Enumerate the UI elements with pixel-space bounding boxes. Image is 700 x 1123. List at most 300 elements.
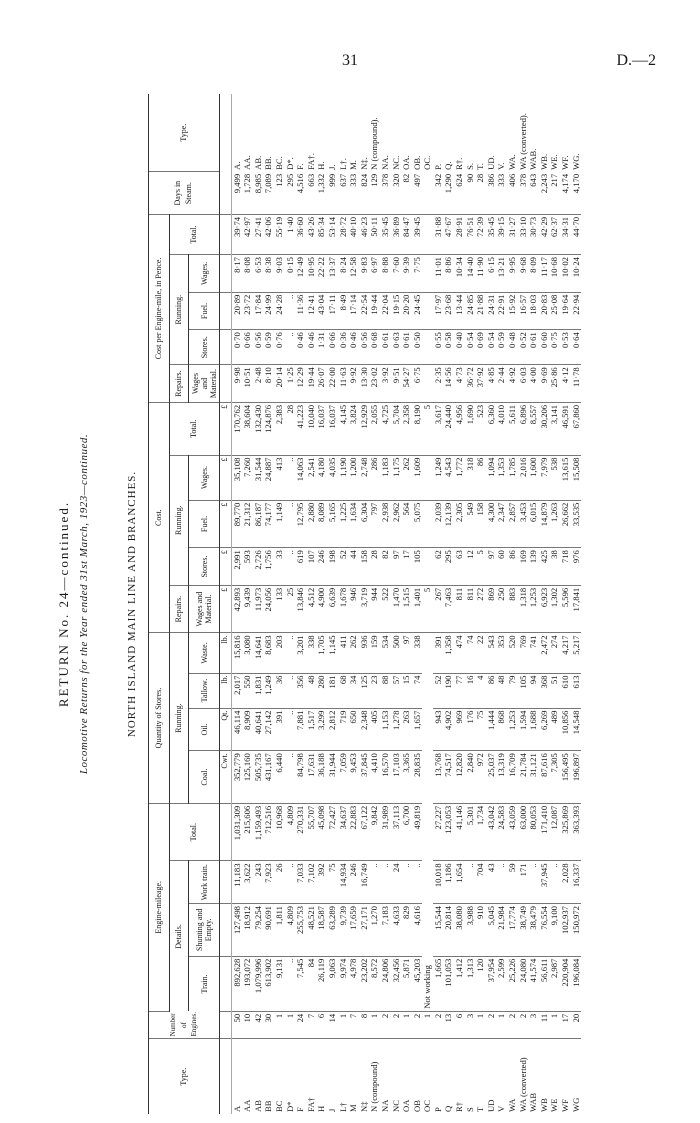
cell-total: 31,989 (380, 803, 391, 861)
cell-shunt: 5,045 (486, 904, 497, 957)
cell-n: 50 (231, 1011, 242, 1039)
cell-tallow: 280 (316, 673, 327, 708)
cell-p_wag: 22·22 (316, 255, 327, 293)
cell-days: 333 (496, 172, 507, 215)
cell-shunt: 9,100 (549, 904, 560, 957)
cell-p_tot: 1·40 (285, 214, 296, 254)
cell-empty (422, 330, 433, 365)
cell-waste: 391 (433, 633, 444, 673)
col-pm-repairs: Repairs. (170, 365, 189, 403)
cell-rep: 811 (465, 585, 476, 633)
cell-work: 243 (253, 861, 264, 904)
cell-empty (422, 548, 433, 586)
cell-coal: .. (285, 751, 296, 804)
cell-ctotal: 5,611 (507, 402, 518, 455)
cell-fuel: 86,187 (253, 500, 264, 548)
cell-p_rep: 1·25 (285, 365, 296, 403)
cell-fuel: .. (285, 500, 296, 548)
cell-oil: 75 (475, 708, 486, 751)
cell-coal: 17,631 (306, 751, 317, 804)
cell-waste: 15,816 (231, 633, 242, 673)
col-stores: Stores. (189, 548, 220, 586)
cell-train: 9,131 (274, 956, 285, 1011)
cell-type2: M. (348, 160, 359, 170)
cell-coal: 37,845 (359, 751, 370, 804)
cell-p_sto: 0·36 (338, 330, 349, 365)
cell-shunt: 4,633 (391, 904, 402, 957)
cell-coal: 352,779 (231, 751, 242, 804)
cell-train: 56,611 (539, 956, 550, 1011)
return-title: RETURN No. 24—continued. (56, 500, 71, 708)
cell-p_wag: 6·15 (486, 255, 497, 293)
cell-stores: 12 (465, 548, 476, 586)
cell-tallow: 51 (549, 673, 560, 708)
cell-train: 45,203 (412, 956, 423, 1011)
cell-n: 2 (380, 1011, 391, 1039)
cell-wages: 15,508 (571, 455, 582, 500)
cell-fuel: 6,015 (528, 500, 539, 548)
cell-rep: 6,639 (327, 585, 338, 633)
cell-wages: 1,772 (454, 455, 465, 500)
cell-n: 30 (263, 1011, 274, 1039)
cell-days: 386 (486, 172, 497, 215)
cell-p_wag: 14·40 (465, 255, 476, 293)
cell-fuel: 564 (401, 500, 412, 548)
cell-days: 129 (369, 172, 380, 215)
table-body (220, 94, 582, 1114)
cell-note: Not working (422, 633, 433, 1011)
cell-shunt: 1,270 (369, 904, 380, 957)
cell-tallow: 610 (560, 673, 571, 708)
cell-empty (422, 365, 433, 403)
col-pm-stores: Stores. (189, 330, 220, 365)
cell-p_rep: 4·92 (507, 365, 518, 403)
cell-tallow: 190 (443, 673, 454, 708)
cell-p_fuel: 22·94 (571, 292, 582, 330)
col-work-train: Work train. (189, 861, 220, 904)
table-row (465, 94, 476, 1114)
col-details: Details. (170, 861, 189, 1011)
cell-type: NA (379, 1099, 390, 1112)
cell-fuel: 12,139 (443, 500, 454, 548)
cell-shunt: 18,587 (316, 904, 327, 957)
unit-coal: Cwt. (220, 751, 232, 804)
cell-fuel: 21,312 (242, 500, 253, 548)
cell-p_fuel: 18·03 (528, 292, 539, 330)
cell-days: 342 (433, 172, 444, 215)
cell-p_wag: 10·24 (571, 255, 582, 293)
cell-wages: 4,035 (327, 455, 338, 500)
cell-waste: .. (285, 633, 296, 673)
cell-coal: 36,188 (316, 751, 327, 804)
cell-oil: 27,142 (263, 708, 274, 751)
cell-p_wag: 10·34 (454, 255, 465, 293)
cell-rep: 7,463 (443, 585, 454, 633)
cell-waste: 159 (369, 633, 380, 673)
table-row (380, 94, 391, 1114)
cell-p_sto: 0·63 (391, 330, 402, 365)
cell-waste: 8,683 (263, 633, 274, 673)
table-row (412, 94, 423, 1114)
cell-total: 55,707 (306, 803, 317, 861)
cell-waste: 97 (401, 633, 412, 673)
cell-wages: 413 (274, 455, 285, 500)
cell-days: 295 (285, 172, 296, 215)
cell-empty (422, 455, 433, 500)
cell-fuel: 8,089 (316, 500, 327, 548)
cell-type2: P. (432, 163, 443, 170)
unit-money: £ (220, 500, 232, 548)
cell-waste: 520 (507, 633, 518, 673)
cell-fuel: 158 (475, 500, 486, 548)
cell-fuel: 33,535 (571, 500, 582, 548)
table-row (496, 94, 507, 1114)
cell-coal: 6,440 (274, 751, 285, 804)
cell-p_wag: 11·17 (539, 255, 550, 293)
cell-total: 72,427 (327, 803, 338, 861)
cell-p_sto: 0·61 (401, 330, 412, 365)
cell-n: 1 (401, 1011, 412, 1039)
cell-days: 643 (528, 172, 539, 215)
cell-waste: 5,217 (571, 633, 582, 673)
cell-ctotal: 30,206 (539, 402, 550, 455)
cell-type: WB (538, 1098, 549, 1112)
cell-shunt: 4,809 (285, 904, 296, 957)
cell-n: 2 (412, 1011, 423, 1039)
cell-p_sto: 0·68 (369, 330, 380, 365)
cell-p_sto: 0·53 (560, 330, 571, 365)
cell-type: AA (242, 1099, 253, 1112)
cell-tallow: 15 (401, 673, 412, 708)
cell-train: 24,806 (380, 956, 391, 1011)
cell-type2: OC. (422, 155, 433, 170)
cell-type2: S. (464, 162, 475, 170)
cell-type2: AA. (242, 155, 253, 170)
cell-p_rep: 8·10 (263, 365, 274, 403)
cell-waste: 14,641 (253, 633, 264, 673)
cell-days: 90 (465, 172, 476, 215)
cell-p_fuel: 12·41 (306, 292, 317, 330)
cell-waste: 3,080 (242, 633, 253, 673)
cell-rep: 272 (475, 585, 486, 633)
cell-total: 24,583 (496, 803, 507, 861)
cell-oil: 650 (348, 708, 359, 751)
cell-stores: 1,756 (263, 548, 274, 586)
cell-stores: 63 (454, 548, 465, 586)
cell-rep: 25 (285, 585, 296, 633)
unit-oil: Qt. (220, 708, 232, 751)
cell-rep: 1,678 (338, 585, 349, 633)
cell-stores: 158 (359, 548, 370, 586)
cell-oil: 391 (274, 708, 285, 751)
cell-p_sto: 0·61 (528, 330, 539, 365)
cell-waste: 411 (338, 633, 349, 673)
cell-n: 1 (475, 1011, 486, 1039)
cell-type2: Q. (443, 161, 454, 170)
cell-coal: 74,517 (443, 751, 454, 804)
cell-shunt: 38,479 (528, 904, 539, 957)
table-row (327, 94, 338, 1114)
cell-train: 193,072 (242, 956, 253, 1011)
cell-fuel: 26,662 (560, 500, 571, 548)
cell-p_tot: 62·37 (549, 214, 560, 254)
cell-waste: 203 (274, 633, 285, 673)
cell-type2: BB. (263, 156, 274, 170)
cell-coal: 31,121 (528, 751, 539, 804)
cell-coal: 16,709 (507, 751, 518, 804)
cell-shunt: 4,616 (412, 904, 423, 957)
cell-type: BB (263, 1100, 274, 1112)
cell-ctotal: 6,896 (518, 402, 529, 455)
cell-n: 1 (496, 1011, 507, 1039)
cell-ctotal: 10,040 (306, 402, 317, 455)
cell-rep: 522 (380, 585, 391, 633)
return-subtitle: Locomotive Returns for the Year ended 31st March, 1923—continued. (78, 433, 90, 775)
cell-oil: 1,153 (380, 708, 391, 751)
cell-ctotal: 6,360 (486, 402, 497, 455)
cell-wages: 35,108 (231, 455, 242, 500)
cell-shunt: 1,811 (274, 904, 285, 957)
cell-n: 6 (454, 1011, 465, 1039)
cell-type: N‡ (358, 1101, 369, 1112)
cell-p_rep: 4·12 (560, 365, 571, 403)
cell-work: 16,749 (359, 861, 370, 904)
table-row (475, 94, 486, 1114)
cell-shunt: 7,183 (380, 904, 391, 957)
cell-tallow: 86 (486, 673, 497, 708)
cell-tallow: 23 (369, 673, 380, 708)
cell-p_fuel: 23·68 (443, 292, 454, 330)
cell-rep: 17,841 (571, 585, 582, 633)
table-row (295, 94, 306, 1114)
cell-type: H (316, 1105, 327, 1112)
cell-fuel: 1,225 (338, 500, 349, 548)
cell-fuel: 2,305 (454, 500, 465, 548)
cell-type2: UD. (485, 155, 496, 170)
cell-p_rep: 14·56 (443, 365, 454, 403)
cell-p_tot: 42·06 (263, 214, 274, 254)
cell-p_rep: 4·85 (486, 365, 497, 403)
cell-p_sto: 0·59 (496, 330, 507, 365)
cell-work: 43 (486, 861, 497, 904)
cell-p_fuel: 21·88 (475, 292, 486, 330)
cell-train: 1,313 (465, 956, 476, 1011)
cell-oil: 3,299 (316, 708, 327, 751)
cell-rep: 811 (454, 585, 465, 633)
cell-tallow: 125 (359, 673, 370, 708)
locomotive-returns-table (148, 94, 581, 1114)
cell-p_fuel: 17·14 (348, 292, 359, 330)
cell-type2: NC. (390, 155, 401, 170)
cell-rep: 250 (496, 585, 507, 633)
cell-stores: 425 (539, 548, 550, 586)
cell-n: 1 (338, 1011, 349, 1039)
cell-type2: BC. (273, 156, 284, 170)
cell-type2: WG. (570, 153, 581, 170)
cell-p_rep: 54·27 (401, 365, 412, 403)
cell-work: .. (549, 861, 560, 904)
cell-train: 1,665 (433, 956, 444, 1011)
cell-p_rep: 13·30 (359, 365, 370, 403)
cell-shunt: 127,498 (231, 904, 242, 957)
cell-total: 1,159,493 (253, 803, 264, 861)
cell-type: OC (422, 1100, 433, 1112)
cell-stores: 97 (391, 548, 402, 586)
cell-n: 13 (443, 1011, 454, 1039)
cell-shunt: 27,171 (359, 904, 370, 957)
cell-train: 41,574 (528, 956, 539, 1011)
cell-wages: 7,260 (242, 455, 253, 500)
cell-type: A (231, 1105, 242, 1112)
cell-p_sto: 0·50 (412, 330, 423, 365)
cell-ctotal: 523 (475, 402, 486, 455)
cell-ctotal: 5 (422, 402, 433, 455)
cell-fuel: 549 (465, 500, 476, 548)
table-row (422, 94, 433, 1114)
table-row (316, 94, 327, 1114)
cell-type: WE (549, 1098, 560, 1112)
cell-stores: 246 (316, 548, 327, 586)
cell-work: 1,186 (443, 861, 454, 904)
cell-fuel: 1,634 (348, 500, 359, 548)
cell-coal: 25,037 (486, 751, 497, 804)
cell-p_tot: 39·45 (412, 214, 423, 254)
cell-wages: 1,175 (391, 455, 402, 500)
cell-train: 892,628 (231, 956, 242, 1011)
cell-p_sto: 0·46 (306, 330, 317, 365)
col-pm-wages-material: Wages and Material. (189, 365, 220, 403)
cell-waste: 4,217 (560, 633, 571, 673)
cell-type2: NA. (379, 155, 390, 170)
cell-n: 2 (518, 1011, 529, 1039)
cell-coal: 431,167 (263, 751, 274, 804)
cell-waste: 353 (496, 633, 507, 673)
cell-coal: 7,305 (549, 751, 560, 804)
cell-work: .. (369, 861, 380, 904)
cell-shunt: 21,984 (496, 904, 507, 957)
col-shunting: Shunting and Empty. (189, 904, 220, 957)
cell-p_wag: 13·37 (327, 255, 338, 293)
cell-coal: 12,820 (454, 751, 465, 804)
cell-days: 1,290 (443, 172, 454, 215)
cell-total: 1,734 (475, 803, 486, 861)
cell-ctotal: 1,690 (465, 402, 476, 455)
table-row (306, 94, 317, 1114)
cell-type: D* (284, 1101, 295, 1112)
cell-shunt: 38,080 (454, 904, 465, 957)
cell-tallow: 77 (454, 673, 465, 708)
cell-train: .. (285, 956, 296, 1011)
cell-waste: 936 (359, 633, 370, 673)
cell-p_fuel: 11·36 (295, 292, 306, 330)
cell-p_tot: 30·73 (528, 214, 539, 254)
cell-work: .. (380, 861, 391, 904)
cell-shunt: 17,774 (507, 904, 518, 957)
cell-waste: 500 (391, 633, 402, 673)
cell-p_sto: 0·55 (433, 330, 444, 365)
cell-type: L† (337, 1102, 348, 1112)
cell-rep: 3,719 (359, 585, 370, 633)
cell-p_wag: 8·38 (263, 255, 274, 293)
cell-n: 1 (274, 1011, 285, 1039)
cell-work: .. (528, 861, 539, 904)
cell-type: NC (390, 1100, 401, 1112)
cell-fuel: 2,857 (507, 500, 518, 548)
cell-days: 333 (348, 172, 359, 215)
cell-p_fuel: .. (285, 292, 296, 330)
cell-p_wag: 8·86 (443, 255, 454, 293)
cell-n: 2 (486, 1011, 497, 1039)
cell-p_sto: 0·76 (274, 330, 285, 365)
cell-p_wag: 12·49 (295, 255, 306, 293)
cell-work: 26 (274, 861, 285, 904)
cell-shunt: 18,912 (242, 904, 253, 957)
cell-oil: 1,688 (528, 708, 539, 751)
cell-wages: 86 (475, 455, 486, 500)
cell-wages: 2,748 (359, 455, 370, 500)
cell-total: 22,883 (348, 803, 359, 861)
cell-train: 84 (306, 956, 317, 1011)
cell-n: 8 (359, 1011, 370, 1039)
rotated-table-region (52, 94, 648, 1114)
cell-type: WA (converted) (517, 1057, 528, 1112)
cell-wages: 1,353 (496, 455, 507, 500)
cell-p_wag: 11·01 (433, 255, 444, 293)
cell-tallow: 94 (528, 673, 539, 708)
cell-ctotal: 41,223 (295, 402, 306, 455)
cell-p_rep: 26·07 (316, 365, 327, 403)
cell-stores: 105 (412, 548, 423, 586)
cell-p_wag: 7·60 (391, 255, 402, 293)
cell-train: 8,572 (369, 956, 380, 1011)
cell-p_wag: 7·75 (412, 255, 423, 293)
col-wages-material: Wages and Material. (189, 585, 220, 633)
cell-wages: 2,016 (518, 455, 529, 500)
cell-waste: 2,472 (539, 633, 550, 673)
cell-total: 270,331 (295, 803, 306, 861)
cell-oil: .. (285, 708, 296, 751)
cell-shunt: 76,554 (539, 904, 550, 957)
col-waste: Waste. (189, 633, 220, 673)
cell-p_tot: 53·14 (327, 214, 338, 254)
cell-p_fuel: 22·04 (380, 292, 391, 330)
cell-tallow: 550 (242, 673, 253, 708)
cell-work: 7,923 (263, 861, 274, 904)
cell-total: 6,700 (401, 803, 412, 861)
cell-p_fuel: 23·72 (242, 292, 253, 330)
col-stores-running: Running. (170, 633, 189, 803)
cell-wages: 1,190 (338, 455, 349, 500)
col-cost-total: Total. (170, 402, 220, 455)
cell-p_sto: 0·52 (518, 330, 529, 365)
table-row (231, 94, 242, 1114)
cell-p_wag: 9·68 (518, 255, 529, 293)
cell-p_fuel: 25·08 (549, 292, 560, 330)
cell-work: 246 (348, 861, 359, 904)
cell-p_wag: 11·90 (475, 255, 486, 293)
cell-p_wag: 10·95 (306, 255, 317, 293)
cell-stores: 97 (486, 548, 497, 586)
cell-wages: 4,543 (443, 455, 454, 500)
cell-shunt: 9,739 (338, 904, 349, 957)
cell-stores: 2,726 (253, 548, 264, 586)
cell-p_fuel: 19·44 (369, 292, 380, 330)
cell-rep: 869 (486, 585, 497, 633)
page-number: 31 (342, 52, 358, 69)
cell-type2: F. (295, 163, 306, 170)
cell-rep: 1,318 (518, 585, 529, 633)
cell-days: 1,728 (242, 172, 253, 215)
